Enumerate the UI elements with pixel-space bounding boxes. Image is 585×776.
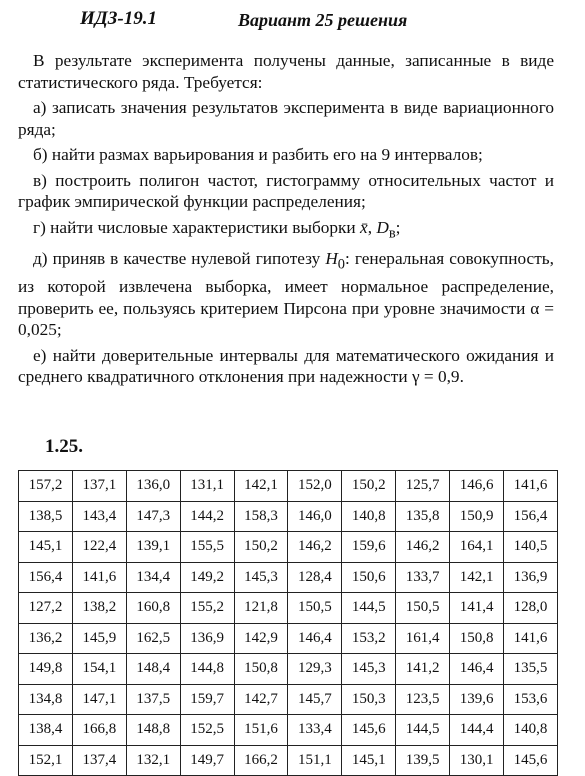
table-cell: 138,5	[19, 501, 73, 532]
table-cell: 144,5	[342, 593, 396, 624]
problem-statement	[18, 50, 554, 392]
table-row	[19, 501, 558, 532]
table-cell: 150,5	[396, 593, 450, 624]
table-cell: 127,2	[19, 593, 73, 624]
table-cell: 146,4	[288, 623, 342, 654]
table-cell: 133,7	[396, 562, 450, 593]
table-cell: 139,1	[126, 532, 180, 563]
table-cell: 150,8	[234, 654, 288, 685]
table-cell: 129,3	[288, 654, 342, 685]
table-cell: 142,9	[234, 623, 288, 654]
table-row	[19, 654, 558, 685]
sample-variance-symbol: $D_в$	[376, 217, 396, 241]
table-cell: 146,2	[288, 532, 342, 563]
significance-level: α = 0,025	[18, 298, 554, 340]
table-cell: 150,9	[450, 501, 504, 532]
table-cell: 135,5	[504, 654, 558, 685]
table-cell: 145,1	[19, 532, 73, 563]
sample-data-table	[18, 470, 558, 776]
table-cell: 144,5	[396, 715, 450, 746]
table-cell: 151,1	[288, 745, 342, 776]
table-cell: 136,9	[180, 623, 234, 654]
table-cell: 144,8	[180, 654, 234, 685]
table-cell: 166,8	[72, 715, 126, 746]
table-cell: 139,6	[450, 684, 504, 715]
task-g: г) найти числовые характеристики выборки x̄, $D_в$;	[33, 217, 401, 241]
table-cell: 146,4	[450, 654, 504, 685]
table-cell: 145,6	[504, 745, 558, 776]
table-cell: 150,3	[342, 684, 396, 715]
table-cell: 137,1	[72, 471, 126, 502]
table-cell: 128,0	[504, 593, 558, 624]
table-cell: 136,2	[19, 623, 73, 654]
table-cell: 140,8	[504, 715, 558, 746]
problem-number: 1.25.	[45, 436, 83, 457]
table-cell: 148,8	[126, 715, 180, 746]
table-cell: 138,2	[72, 593, 126, 624]
table-row	[19, 715, 558, 746]
table-row	[19, 471, 558, 502]
table-cell: 140,5	[504, 532, 558, 563]
assignment-code: ИДЗ-19.1	[80, 8, 158, 29]
table-cell: 153,6	[504, 684, 558, 715]
table-cell: 152,0	[288, 471, 342, 502]
task-e: е) найти доверительные интервалы для математического ожидания и среднего квадратичного отклонения при надежности γ = 0,9.	[18, 345, 554, 387]
task-b: б) найти размах варьирования и разбить его на 9 интервалов;	[33, 145, 483, 164]
table-cell: 123,5	[396, 684, 450, 715]
table-cell: 130,1	[450, 745, 504, 776]
table-cell: 141,6	[72, 562, 126, 593]
table-row	[19, 684, 558, 715]
table-cell: 139,5	[396, 745, 450, 776]
table-cell: 145,7	[288, 684, 342, 715]
table-cell: 146,6	[450, 471, 504, 502]
table-cell: 137,5	[126, 684, 180, 715]
table-cell: 137,4	[72, 745, 126, 776]
table-cell: 155,5	[180, 532, 234, 563]
sample-mean-symbol: x̄	[360, 217, 368, 237]
table-cell: 152,1	[19, 745, 73, 776]
table-cell: 154,1	[72, 654, 126, 685]
task-v: в) построить полигон частот, гистограмму относительных частот и график эмпирической функции распределения;	[18, 170, 554, 211]
table-row	[19, 623, 558, 654]
table-cell: 141,6	[504, 471, 558, 502]
table-cell: 140,8	[342, 501, 396, 532]
table-cell: 153,2	[342, 623, 396, 654]
table-cell: 136,0	[126, 471, 180, 502]
sample-data-body	[19, 471, 558, 776]
table-cell: 145,9	[72, 623, 126, 654]
table-cell: 147,3	[126, 501, 180, 532]
task-d: д) приняв в качестве нулевой гипотезу $H_0$: генеральная совокупность, из которой извлечена выборка, имеет нормальное распределение, проверить ее, пользуясь критерием Пирсона при уровне значимости α = 0,025;	[18, 249, 554, 340]
table-cell: 141,4	[450, 593, 504, 624]
table-cell: 149,2	[180, 562, 234, 593]
table-cell: 145,3	[342, 654, 396, 685]
table-cell: 142,1	[234, 471, 288, 502]
table-cell: 156,4	[504, 501, 558, 532]
table-cell: 145,3	[234, 562, 288, 593]
page-header	[80, 8, 520, 34]
variant-title: Вариант 25 решения	[238, 10, 408, 30]
table-cell: 121,8	[234, 593, 288, 624]
table-cell: 162,5	[126, 623, 180, 654]
table-cell: 141,2	[396, 654, 450, 685]
table-cell: 134,8	[19, 684, 73, 715]
table-cell: 166,2	[234, 745, 288, 776]
table-row	[19, 532, 558, 563]
table-cell: 150,8	[450, 623, 504, 654]
table-cell: 144,2	[180, 501, 234, 532]
table-cell: 147,1	[72, 684, 126, 715]
table-cell: 164,1	[450, 532, 504, 563]
table-cell: 131,1	[180, 471, 234, 502]
task-a: а) записать значения результатов эксперимента в виде вариационного ряда;	[18, 98, 554, 139]
table-cell: 149,8	[19, 654, 73, 685]
table-cell: 159,6	[342, 532, 396, 563]
confidence-level: γ = 0,9	[411, 367, 460, 387]
table-cell: 150,6	[342, 562, 396, 593]
table-cell: 144,4	[450, 715, 504, 746]
table-cell: 157,2	[19, 471, 73, 502]
table-cell: 133,4	[288, 715, 342, 746]
table-cell: 143,4	[72, 501, 126, 532]
table-cell: 152,5	[180, 715, 234, 746]
table-cell: 156,4	[19, 562, 73, 593]
table-cell: 142,7	[234, 684, 288, 715]
table-cell: 150,2	[234, 532, 288, 563]
intro-paragraph: В результате эксперимента получены данные, записанные в виде статистического ряда. Требуется:	[18, 51, 554, 92]
table-cell: 145,1	[342, 745, 396, 776]
table-cell: 142,1	[450, 562, 504, 593]
table-row	[19, 562, 558, 593]
table-cell: 159,7	[180, 684, 234, 715]
table-cell: 138,4	[19, 715, 73, 746]
table-cell: 158,3	[234, 501, 288, 532]
table-cell: 161,4	[396, 623, 450, 654]
table-cell: 141,6	[504, 623, 558, 654]
table-cell: 151,6	[234, 715, 288, 746]
table-cell: 149,7	[180, 745, 234, 776]
table-row	[19, 745, 558, 776]
table-cell: 145,6	[342, 715, 396, 746]
table-cell: 150,5	[288, 593, 342, 624]
table-cell: 134,4	[126, 562, 180, 593]
table-cell: 146,0	[288, 501, 342, 532]
table-cell: 150,2	[342, 471, 396, 502]
table-row	[19, 593, 558, 624]
table-cell: 125,7	[396, 471, 450, 502]
table-cell: 160,8	[126, 593, 180, 624]
table-cell: 128,4	[288, 562, 342, 593]
table-cell: 146,2	[396, 532, 450, 563]
table-cell: 155,2	[180, 593, 234, 624]
table-cell: 148,4	[126, 654, 180, 685]
table-cell: 135,8	[396, 501, 450, 532]
table-cell: 122,4	[72, 532, 126, 563]
null-hypothesis-symbol: $H_0$	[325, 249, 345, 273]
table-cell: 132,1	[126, 745, 180, 776]
table-cell: 136,9	[504, 562, 558, 593]
